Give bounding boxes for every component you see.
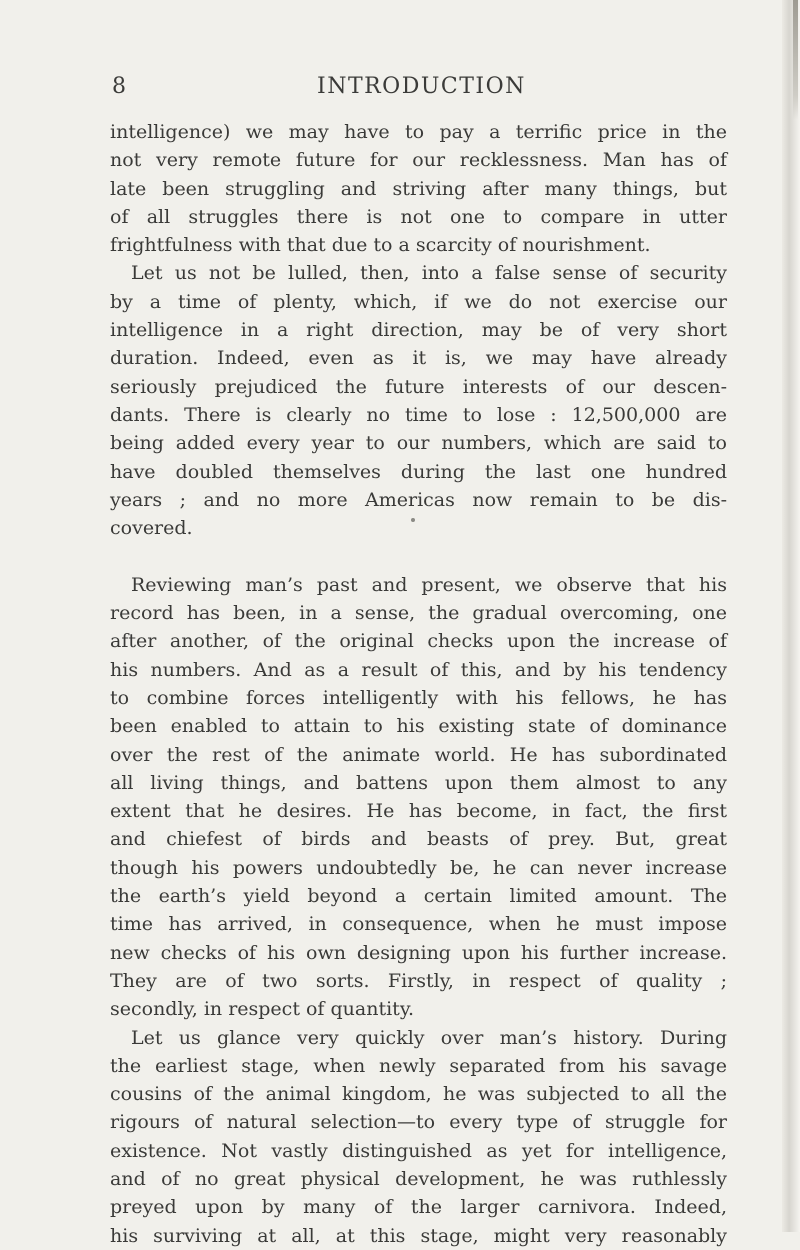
text-line: late been struggling and striving after many things, but (110, 177, 727, 200)
text-line: They are of two sorts. Firstly, in respect of quality ; (110, 969, 727, 992)
text-line: by a time of plenty, which, if we do not exercise our (110, 290, 727, 313)
text-line: dants. There is clearly no time to lose : 12,500,000 are (110, 403, 727, 426)
text-line: his numbers. And as a result of this, and by his tendency (110, 658, 727, 681)
text-line: existence. Not vastly distinguished as yet for intelligence, (110, 1139, 727, 1162)
paragraph (110, 571, 727, 1024)
text-line: new checks of his own designing upon his further increase. (110, 941, 727, 964)
text-line: been enabled to attain to his existing state of dominance (110, 715, 727, 738)
body-text (110, 118, 727, 1250)
text-line: have doubled themselves during the last one hundred (110, 460, 727, 483)
text-line: seriously prejudiced the future interests of our descen- (110, 375, 727, 398)
text-line: and of no great physical development, he was ruthlessly (110, 1167, 727, 1190)
text-line: to combine forces intelligently with his fellows, he has (110, 686, 727, 709)
running-title: INTRODUCTION (317, 74, 526, 99)
text-line: rigours of natural selection—to every type of struggle for (110, 1111, 727, 1134)
text-line: time has arrived, in consequence, when he must impose (110, 913, 727, 936)
binding-mark (793, 0, 798, 120)
paragraph (110, 259, 727, 542)
text-line: intelligence) we may have to pay a terrific price in the (110, 121, 727, 143)
text-line: duration. Indeed, even as it is, we may have already (110, 347, 727, 370)
text-line: preyed upon by many of the larger carnivora. Indeed, (110, 1196, 727, 1219)
text-line: Let us not be lulled, then, into a false sense of security (131, 262, 727, 285)
text-line: years ; and no more Americas now remain to be dis- (110, 488, 727, 511)
text-line: Reviewing man’s past and present, we observe that his (131, 573, 727, 596)
text-line: secondly, in respect of quantity. (110, 998, 415, 1021)
page-number: 8 (112, 74, 128, 99)
text-line: over the rest of the animate world. He has subordinated (110, 743, 727, 766)
text-line: extent that he desires. He has become, in fact, the first (110, 800, 727, 823)
text-line: being added every year to our numbers, which are said to (110, 432, 727, 455)
paragraph (110, 1024, 727, 1250)
running-header (112, 74, 720, 114)
text-line: frightfulness with that due to a scarcity of nourishment. (110, 234, 651, 257)
text-line: though his powers undoubtedly be, he can never increase (110, 856, 727, 879)
text-line: and chiefest of birds and beasts of prey. But, great (110, 828, 727, 851)
text-line: covered. (110, 517, 193, 540)
section-gap (110, 542, 727, 570)
text-line: cousins of the animal kingdom, he was subjected to all the (110, 1083, 727, 1106)
text-line: all living things, and battens upon them almost to any (110, 771, 727, 794)
text-line: intelligence in a right direction, may be of very short (110, 319, 727, 342)
text-line: after another, of the original checks upon the increase of (110, 630, 727, 653)
text-line: Let us glance very quickly over man’s history. During (131, 1026, 727, 1049)
paragraph (110, 118, 727, 259)
text-line: the earliest stage, when newly separated from his savage (110, 1054, 727, 1077)
text-line: record has been, in a sense, the gradual overcoming, one (110, 602, 727, 625)
page-edge-shadow (782, 0, 800, 1232)
text-line: the earth’s yield beyond a certain limited amount. The (110, 885, 727, 908)
text-line: not very remote future for our recklessness. Man has of (110, 149, 727, 172)
text-line: of all struggles there is not one to compare in utter (110, 205, 727, 228)
text-line: his surviving at all, at this stage, might very reasonably (110, 1224, 727, 1247)
